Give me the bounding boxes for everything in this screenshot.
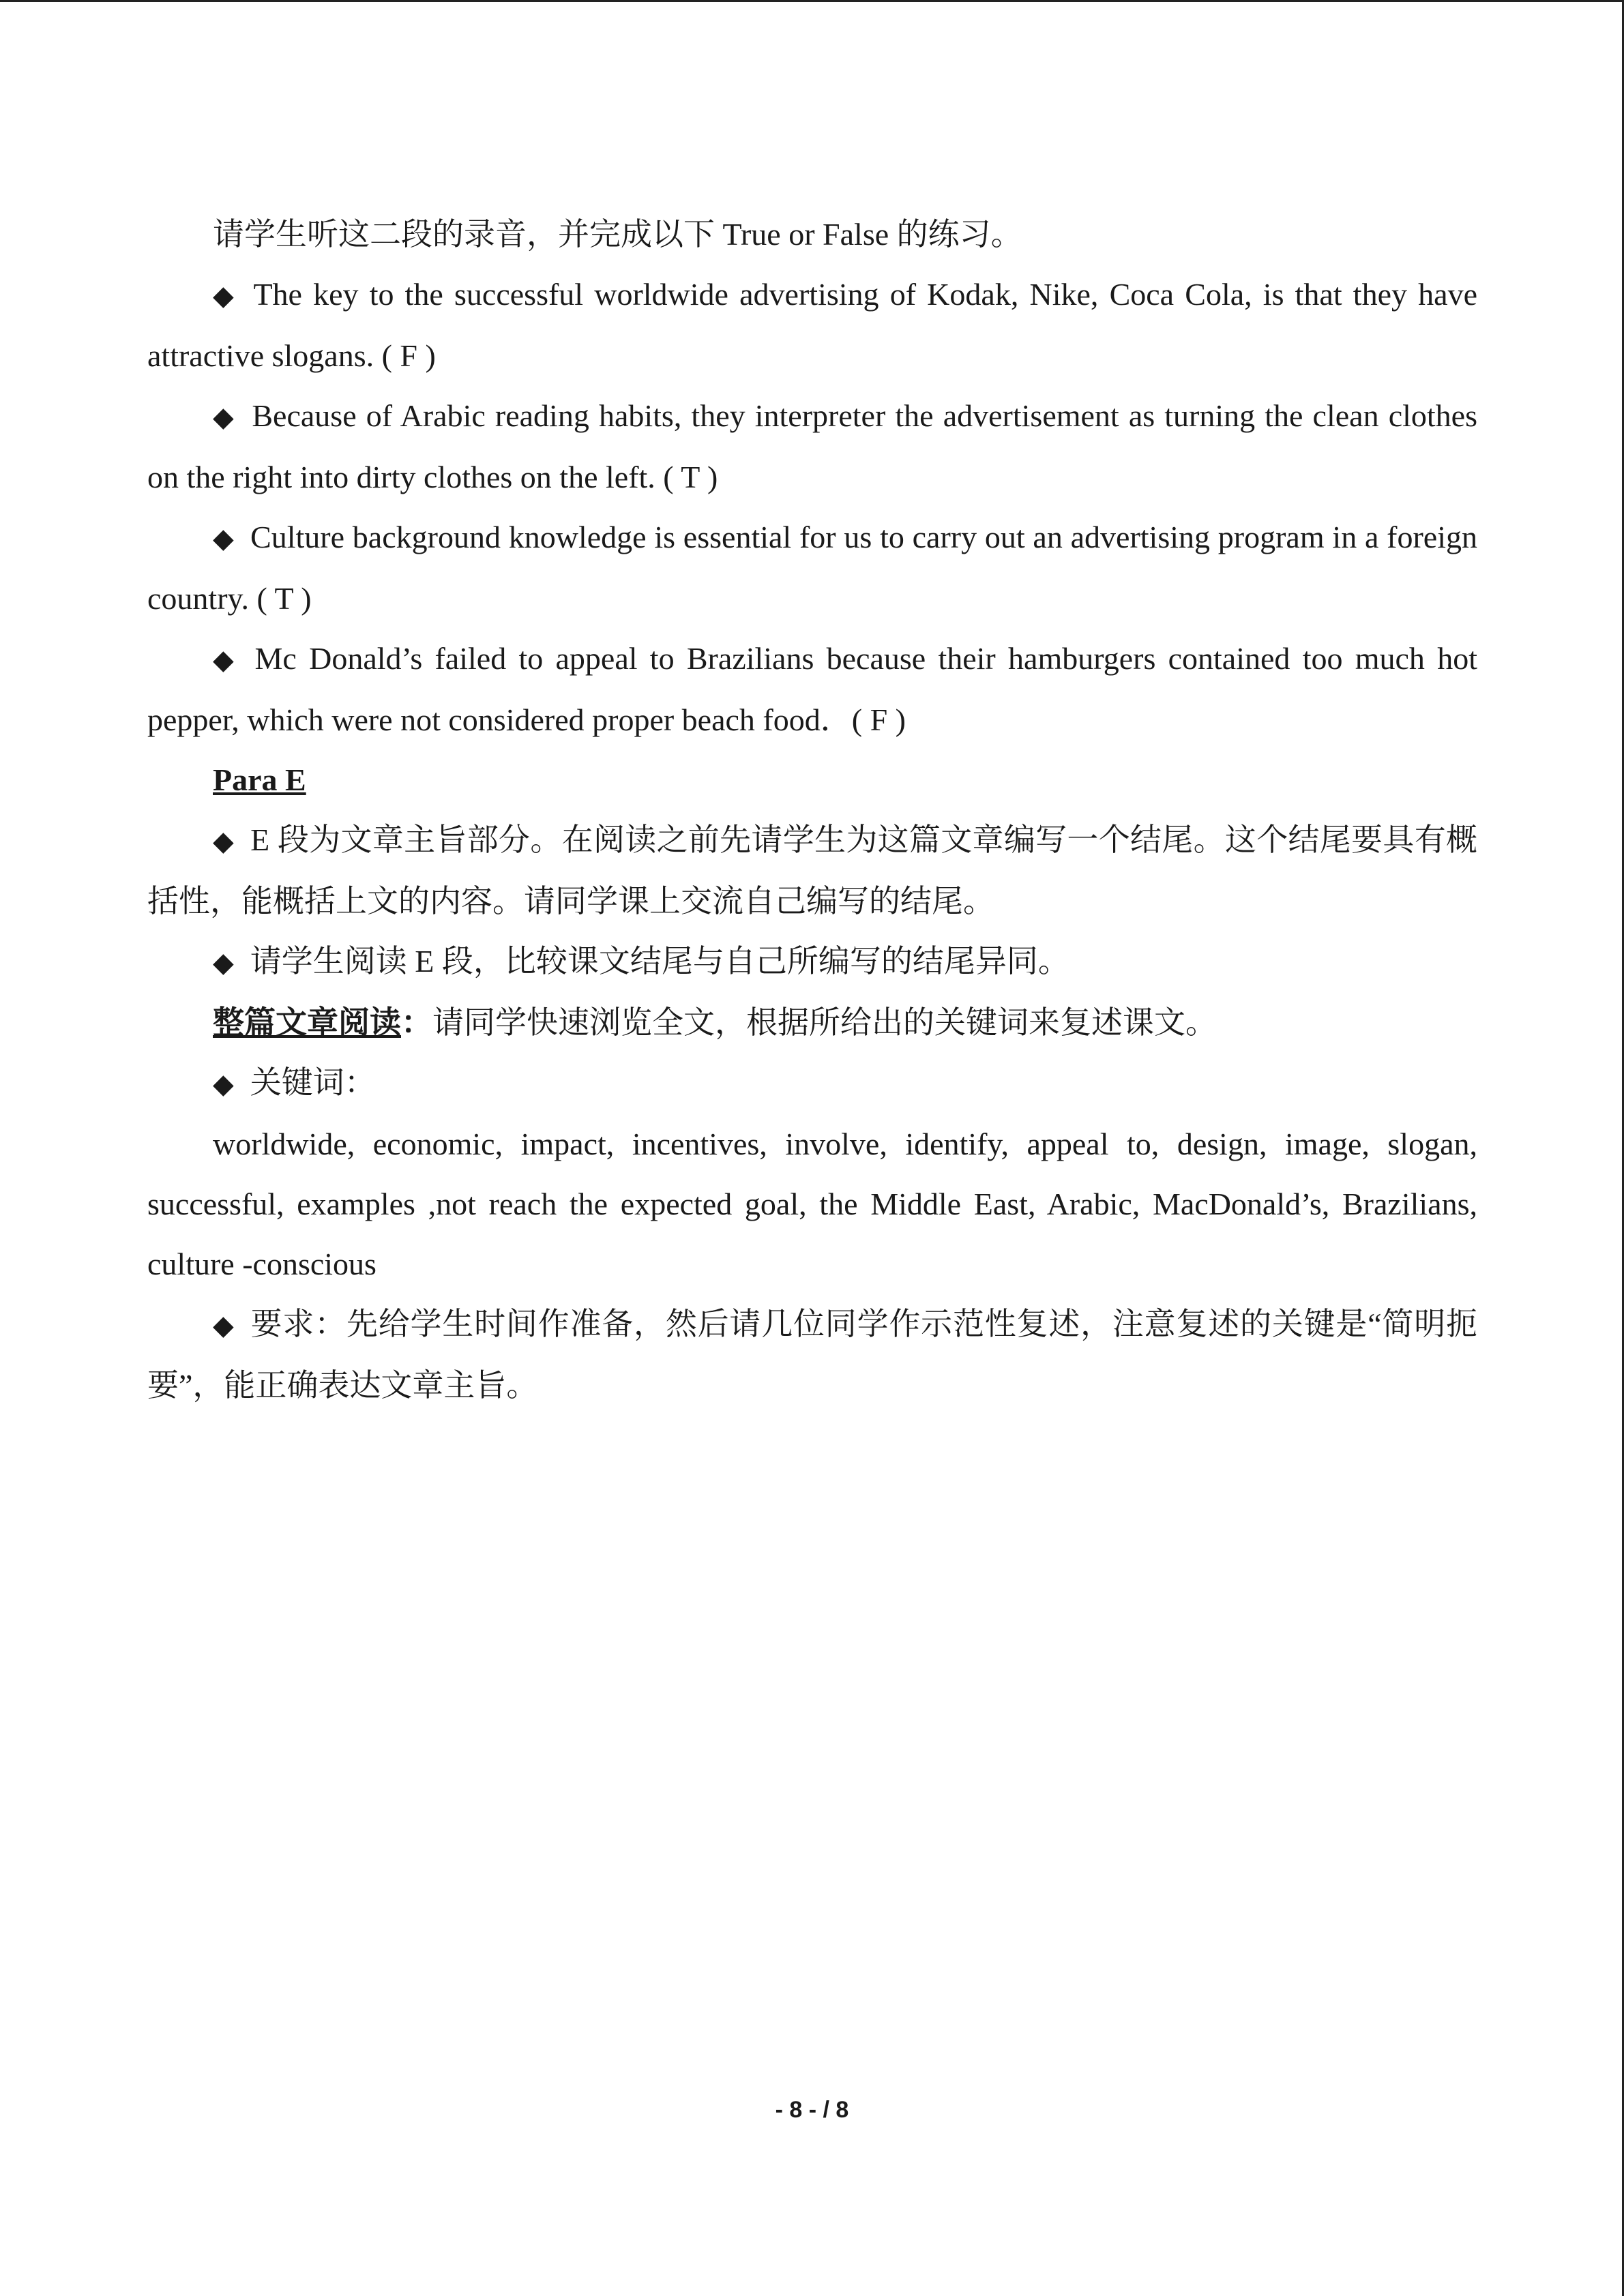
true-false-item-3 [147, 507, 1477, 629]
para-e-item-1 [147, 810, 1477, 931]
document-body [147, 205, 1477, 1416]
statement-text: The key to the successful worldwide advertising of Kodak, Nike, Coca Cola, is that they have attractive slogans. ( F ) [147, 277, 1477, 373]
diamond-bullet-icon: ◆ [213, 826, 235, 857]
page-top-border [0, 0, 1624, 2]
para-e-item-text: E 段为文章主旨部分。在阅读之前先请学生为这篇文章编写一个结尾。这个结尾要具有概括性，能概括上文的内容。请同学课上交流自己编写的结尾。 [147, 822, 1477, 919]
diamond-bullet-icon: ◆ [213, 523, 235, 554]
requirement-line [147, 1294, 1477, 1416]
diamond-bullet-icon: ◆ [213, 402, 236, 433]
whole-reading-text: 请同学快速浏览全文，根据所给出的关键词来复述课文。 [432, 1005, 1217, 1040]
statement-text: Culture background knowledge is essential for us to carry out an advertising program in a foreign country. ( T ) [147, 520, 1477, 616]
true-false-item-4 [147, 629, 1477, 750]
diamond-bullet-icon: ◆ [213, 1069, 234, 1100]
para-e-item-2 [147, 931, 1477, 993]
whole-reading-colon: ： [401, 1005, 432, 1040]
keywords-label-line [147, 1053, 1477, 1114]
diamond-bullet-icon: ◆ [213, 644, 239, 676]
whole-reading-heading: 整篇文章阅读 [213, 1005, 401, 1040]
para-e-item-text: 请学生阅读 E 段，比较课文结尾与自己所编写的结尾异同。 [250, 944, 1069, 979]
whole-reading-line [147, 993, 1477, 1053]
statement-text: Mc Donald’s failed to appeal to Brazilians because their hamburgers contained too much hot pepper, which were not considered proper beach food．( F ) [147, 641, 1477, 737]
para-e-heading: Para E [213, 762, 306, 797]
requirement-text: 要求：先给学生时间作准备，然后请几位同学作示范性复述，注意复述的关键是“简明扼要”，能正确表达文章主旨。 [147, 1307, 1478, 1403]
diamond-bullet-icon: ◆ [213, 280, 237, 312]
keywords-list: worldwide, economic, impact, incentives, involve, identify, appeal to, design, image, slogan, successful, examples ,not reach the expected goal, the Middle East, Arabic, MacDonald’s, Brazilians, culture -conscious [147, 1127, 1477, 1281]
diamond-bullet-icon: ◆ [213, 1310, 235, 1341]
intro-paragraph: 请学生听这二段的录音，并完成以下 True or False 的练习。 [213, 217, 1022, 252]
statement-text: Because of Arabic reading habits, they interpreter the advertisement as turning the clean clothes on the right into dirty clothes on the left. ( T ) [147, 398, 1477, 494]
page-number: - 8 - / 8 [775, 2097, 849, 2123]
diamond-bullet-icon: ◆ [213, 947, 234, 979]
para-e-heading-line [147, 750, 1477, 810]
true-false-item-2 [147, 386, 1477, 507]
keywords-label: 关键词： [250, 1065, 376, 1100]
true-false-item-1 [147, 265, 1477, 386]
